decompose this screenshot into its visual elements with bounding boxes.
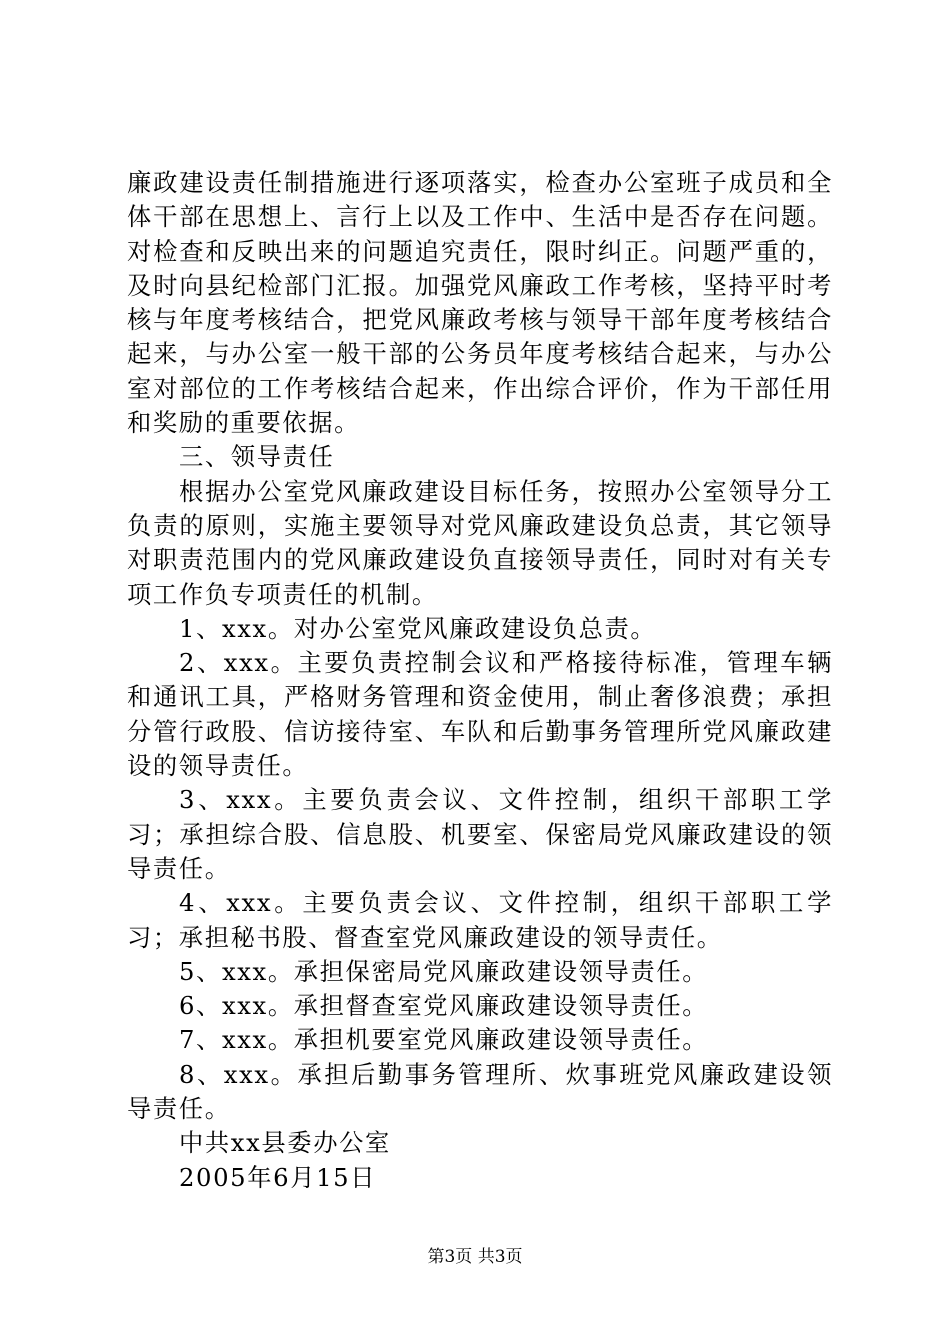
list-item: 7、xxx。承担机要室党风廉政建设领导责任。 [179, 1025, 709, 1055]
page-footer [0, 1246, 950, 1268]
list-item: 4、xxx。主要负责会议、文件控制，组织干部职工学习；承担秘书股、督查室党风廉政建设的领导责任。 [127, 888, 833, 952]
list-item: 8、xxx。承担后勤事务管理所、炊事班党风廉政建设领导责任。 [127, 1059, 833, 1124]
section-heading: 三、领导责任 [179, 442, 335, 472]
paragraph-continuation: 廉政建设责任制措施进行逐项落实，检查办公室班子成员和全体干部在思想上、言行上以及工作中、生活中是否存在问题。对检查和反映出来的问题追究责任，限时纠正。问题严重的，及时向县纪检部门汇报。加强党风廉政工作考核，坚持平时考核与年度考核结合，把党风廉政考核与领导干部年度考核结合起来，与办公室一般干部的公务员年度考核结合起来，与办公室对部位的工作考核结合起来，作出综合评价，作为干部任用和奖励的重要依据。 [127, 168, 833, 438]
list-item: 1、xxx。对办公室党风廉政建设负总责。 [179, 613, 657, 643]
paragraph-intro: 根据办公室党风廉政建设目标任务，按照办公室领导分工负责的原则，实施主要领导对党风廉政建设负总责，其它领导对职责范围内的党风廉政建设负直接领导责任，同时对有关专项工作负专项责任的机制。 [127, 476, 833, 609]
list-item: 5、xxx。承担保密局党风廉政建设领导责任。 [179, 956, 709, 986]
signature-organization: 中共xx县委办公室 [179, 1128, 391, 1158]
list-item: 2、xxx。主要负责控制会议和严格接待标准，管理车辆和通讯工具，严格财务管理和资金使用，制止奢侈浪费；承担分管行政股、信访接待室、车队和后勤事务管理所党风廉政建设的领导责任。 [127, 648, 833, 781]
list-item: 3、xxx。主要负责会议、文件控制，组织干部职工学习；承担综合股、信息股、机要室、保密局党风廉政建设的领导责任。 [127, 785, 833, 883]
list-item: 6、xxx。承担督查室党风廉政建设领导责任。 [179, 991, 709, 1021]
document-body [127, 166, 833, 1195]
signature-date: 2005年6月15日 [179, 1162, 377, 1192]
page-number-label: 第3页 共3页 [427, 1247, 523, 1267]
